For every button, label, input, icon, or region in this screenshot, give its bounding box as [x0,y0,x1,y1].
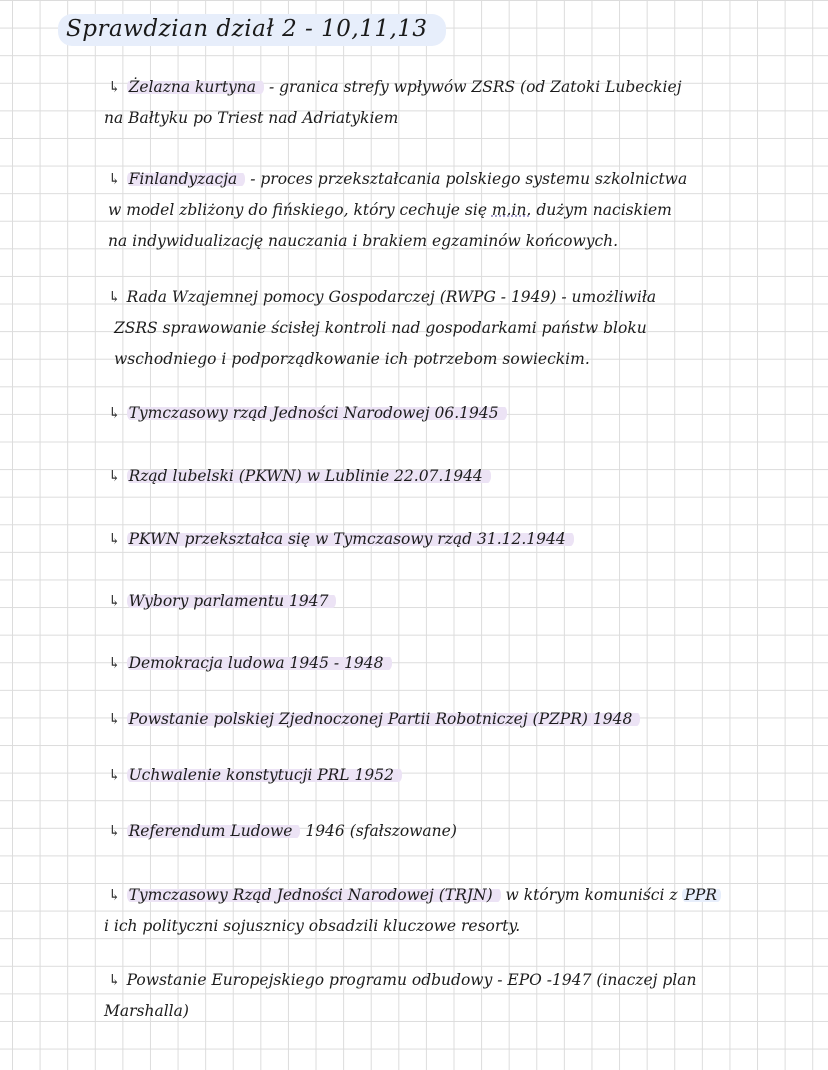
arrow-icon: ↳ [108,404,121,422]
entry-text: Powstanie Europejskiego programu odbudowy - EPO -1947 (inaczej plan [126,971,697,989]
entry-text: wschodniego i podporządkowanie ich potrzebom sowieckim. [114,350,590,368]
arrow-icon: ↳ [108,886,121,904]
arrow-icon: ↳ [108,78,121,96]
term-highlight: Uchwalenie konstytucji PRL 1952 [127,766,402,784]
arrow-icon: ↳ [108,530,121,548]
entry-text: Rada Wzajemnej pomocy Gospodarczej (RWPG - 1949) - umożliwiła [126,288,657,306]
note-entry-rwpg [108,282,656,375]
entry-text: i ich polityczni sojusznicy obsadzili kluczowe resorty. [104,917,521,935]
entry-text: - proces przekształcania polskiego systemu szkolnictwa [245,170,688,188]
entry-text: Marshalla) [104,1002,189,1020]
note-entry-wybory [108,586,336,617]
arrow-icon: ↳ [108,170,121,188]
arrow-icon: ↳ [108,822,121,840]
note-entry-demokracja [108,648,392,679]
term-highlight: Wybory parlamentu 1947 [127,592,337,610]
entry-text: w model zbliżony do fińskiego, który cechuje się [108,201,492,219]
entry-text: - granica strefy wpływów ZSRS (od Zatoki Lubeckiej [264,78,682,96]
arrow-icon: ↳ [108,654,121,672]
arrow-icon: ↳ [108,288,121,306]
ppr-highlight: PPR [682,886,721,904]
term-highlight: Demokracja ludowa 1945 - 1948 [127,654,392,672]
arrow-icon: ↳ [108,971,121,989]
term-highlight: Referendum Ludowe [127,822,301,840]
entry-text: dużym naciskiem [531,201,672,219]
note-entry-rzad-lubelski [108,461,491,492]
entry-text: w którym komuniści z [500,886,683,904]
note-entry-finlandyzacja [108,164,687,257]
note-entry-trjn-date [108,398,507,429]
note-entry-pkwn [108,524,574,555]
arrow-icon: ↳ [108,592,121,610]
term-highlight: Tymczasowy Rząd Jedności Narodowej (TRJN) [127,886,501,904]
term-highlight: Rząd lubelski (PKWN) w Lublinie 22.07.1944 [127,467,491,485]
note-entry-konstytucja [108,760,402,791]
note-entry-referendum [108,816,457,847]
arrow-icon: ↳ [108,766,121,784]
entry-text: 1946 (sfałszowane) [300,822,457,840]
term-highlight: Powstanie polskiej Zjednoczonej Partii Robotniczej (PZPR) 1948 [127,710,641,728]
entry-text: ZSRS sprawowanie ścisłej kontroli nad gospodarkami państw bloku [114,319,647,337]
arrow-icon: ↳ [108,710,121,728]
abbreviation: m.in. [491,201,532,219]
term-highlight: Finlandyzacja [127,170,246,188]
arrow-icon: ↳ [108,467,121,485]
entry-text: na Bałtyku po Triest nad Adriatykiem [104,109,399,127]
entry-text: na indywidualizację nauczania i brakiem egzaminów końcowych. [108,232,619,250]
term-highlight: PKWN przekształca się w Tymczasowy rząd 31.12.1944 [127,530,574,548]
note-entry-pzpr [108,704,640,735]
note-entry-epo [104,965,697,1027]
note-entry-zelazna-kurtyna [104,72,682,134]
term-highlight: Tymczasowy rząd Jedności Narodowej 06.1945 [127,404,507,422]
page-title: Sprawdzian dział 2 - 10,11,13 [58,14,446,46]
term-highlight: Żelazna kurtyna [127,78,264,96]
note-entry-trjn [104,880,721,942]
